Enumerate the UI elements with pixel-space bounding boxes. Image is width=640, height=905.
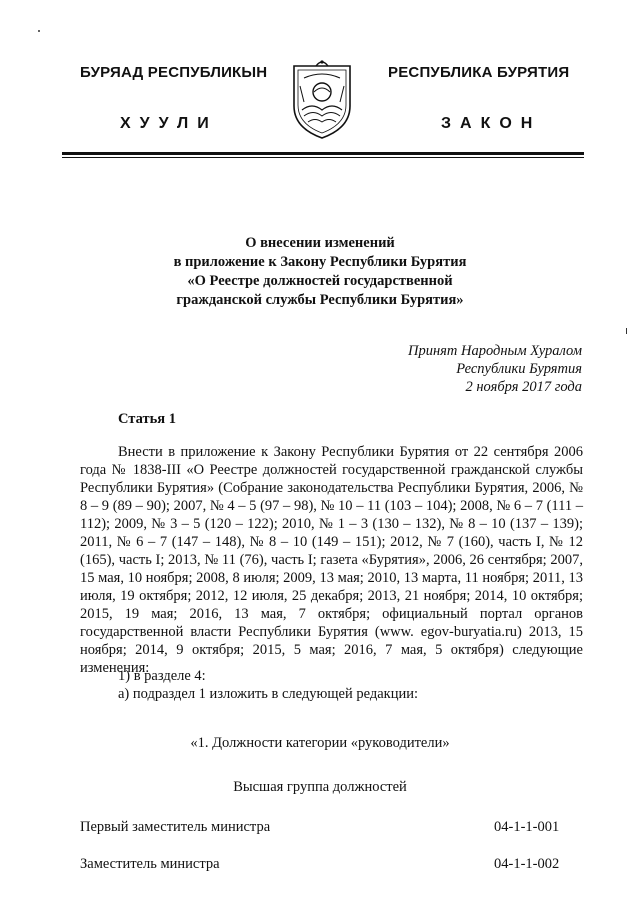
- position-code: 04-1-1-002: [494, 856, 560, 872]
- subsection-heading: «1. Должности категории «руководители»: [190, 735, 450, 751]
- law-title-line: «О Реестре должностей государственной: [187, 273, 453, 289]
- scan-speck: [626, 328, 627, 334]
- adoption-note: [408, 342, 582, 396]
- article-body-text: Внести в приложение к Закону Республики Бурятия от 22 сентября 2006 года № 1838-III «О Реестре должностей государственной гражданской службы Республики Бурятия» (Собрание законодательства Республики Бурятия, 2006, № 8 – 9 (89 – 90); 2007, № 4 – 5 (97 – 98), № 10 – 11 (103 – 104); 2008, № 6 – 7 (111 – 112); 2009, № 3 – 5 (120 – 122); 2010, № 1 – 3 (130 – 132), № 8 – 10 (137 – 139); 2011, № 6 – 7 (147 – 148), № 8 – 10 (149 – 151); 2012, № 7 (160), часть I, № 12 (165), часть I; 2013, № 11 (76), часть I; газета «Бурятия», 2006, 26 сентября; 2007, 15 мая, 10 ноября; 2008, 8 июля; 2009, 13 мая; 2010, 13 марта, 11 ноября; 2011, 13 июля, 19 октября; 2012, 12 июля, 25 декабря; 2013, 21 ноября; 2014, 10 октября; 2015, 19 мая; 2016, 13 мая, 7 октября; официальный портал органов государственной власти Республики Бурятия (www. egov-buryatia.ru) 2013, 15 ноября; 2014, 9 октября; 2015, 5 мая; 2016, 7 мая, 5 октября) следующие изменения:: [80, 444, 583, 676]
- republic-name-buryat: БУРЯАД РЕСПУБЛИКЫН: [80, 64, 268, 81]
- position-code: 04-1-1-001: [494, 819, 560, 835]
- position-name: Первый заместитель министра: [80, 819, 271, 835]
- position-name: Заместитель министра: [80, 856, 220, 872]
- law-title-line: в приложение к Закону Республики Бурятия: [173, 254, 467, 270]
- header-rule-thin: [62, 157, 584, 158]
- adoption-date: 2 ноября 2017 года: [465, 379, 582, 395]
- law-title: [120, 234, 520, 310]
- article-heading: Статья 1: [118, 411, 176, 427]
- adoption-line: Республики Бурятия: [456, 361, 582, 377]
- republic-name-russian: РЕСПУБЛИКА БУРЯТИЯ: [388, 64, 570, 81]
- law-title-line: О внесении изменений: [245, 235, 395, 251]
- law-label-russian: ЗАКОН: [441, 115, 542, 132]
- list-item-a: а) подраздел 1 изложить в следующей редакции:: [118, 686, 419, 702]
- list-item-1: 1) в разделе 4:: [118, 668, 206, 684]
- law-label-buryat: ХУУЛИ: [120, 115, 218, 132]
- article-body-paragraph: [80, 443, 583, 677]
- adoption-line: Принят Народным Хуралом: [407, 343, 582, 359]
- coat-of-arms-emblem: [290, 56, 354, 140]
- header-rule-thick: [62, 152, 584, 155]
- scan-speck: [38, 30, 40, 32]
- law-title-line: гражданской службы Республики Бурятия»: [176, 292, 464, 308]
- position-group-heading: Высшая группа должностей: [233, 779, 407, 795]
